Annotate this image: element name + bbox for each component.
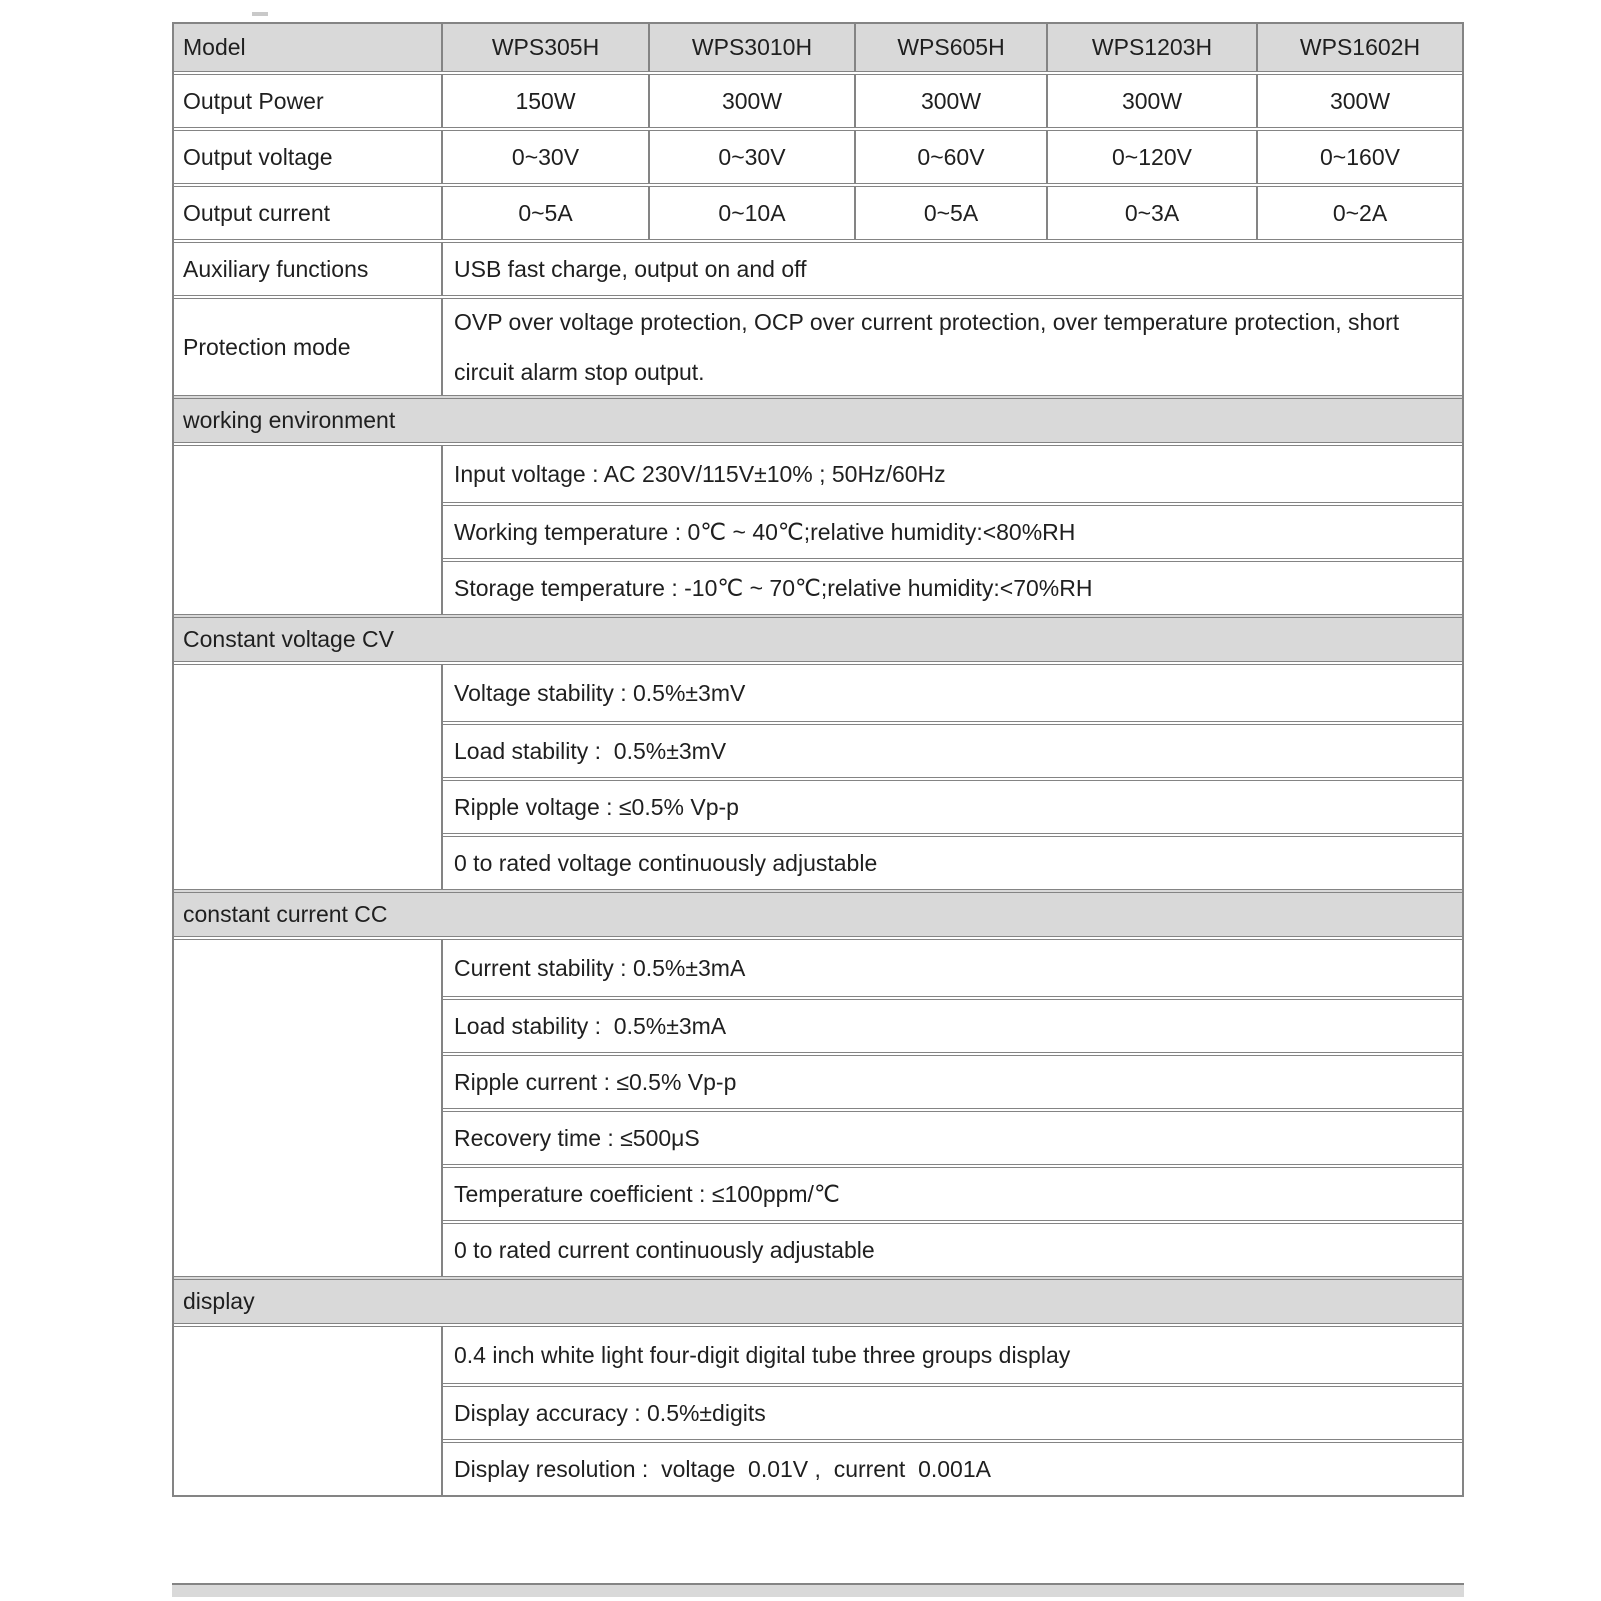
row-value [441,243,1462,295]
model-header-row [174,24,1462,71]
sub-rows [441,446,1462,614]
sub-row [443,1108,1462,1164]
sub-row [443,446,1462,502]
spec-value: 300W [1256,75,1462,127]
protection-mode-text: OVP over voltage protection, OCP over current protection, over temperature protection, short circuit alarm stop output. [454,309,1406,385]
sub-row [443,940,1462,996]
sub-rows [441,665,1462,889]
row-value [441,299,1462,395]
sub-row [443,833,1462,889]
sub-row-text: Working temperature : 0℃ ~ 40℃;relative humidity:<80%RH [454,518,1076,545]
model-name: WPS3010H [648,24,854,71]
spec-value: 300W [648,75,854,127]
sub-row-text: Load stability : 0.5%±3mA [454,1012,727,1039]
cutoff-next-section-row [172,1583,1464,1597]
spec-value: 0~5A [854,187,1046,239]
auxiliary-functions-row [174,239,1462,295]
sub-row [443,1383,1462,1439]
sub-row [443,502,1462,558]
spec-value: 0~2A [1256,187,1462,239]
output-voltage-row [174,127,1462,183]
spec-value: 0~10A [648,187,854,239]
protection-mode-row [174,295,1462,395]
auxiliary-functions-text: USB fast charge, output on and off [454,255,807,282]
row-label: Protection mode [183,333,351,360]
sub-rows [441,1327,1462,1495]
spec-value: 0~120V [1046,131,1256,183]
sub-row [443,1327,1462,1383]
section-header-constant-current [174,889,1462,936]
sub-row [443,721,1462,777]
sub-row-text: Ripple voltage : ≤0.5% Vp-p [454,793,739,820]
section-body-constant-current [174,936,1462,1276]
section-title: working environment [183,407,396,433]
spec-value: 150W [441,75,648,127]
section-title: constant current CC [183,901,388,927]
section-body-working-environment [174,442,1462,614]
sub-row-text: Display accuracy : 0.5%±digits [454,1399,766,1426]
sub-row-text: Recovery time : ≤500μS [454,1124,700,1151]
sub-row [443,777,1462,833]
output-current-row [174,183,1462,239]
sub-row-text: Display resolution : voltage 0.01V , current 0.001A [454,1455,991,1482]
row-label: Output current [183,199,331,226]
sub-row-text: Storage temperature : -10℃ ~ 70℃;relative humidity:<70%RH [454,574,1093,601]
empty-label-cell [174,446,441,614]
section-title: display [183,1288,255,1314]
sub-row-text: Temperature coefficient : ≤100ppm/℃ [454,1180,840,1207]
spec-value: 0~30V [441,131,648,183]
sub-row [443,1164,1462,1220]
model-name: WPS305H [441,24,648,71]
sub-row [443,996,1462,1052]
spec-value: 0~60V [854,131,1046,183]
model-name: WPS1602H [1256,24,1462,71]
spec-value: 300W [854,75,1046,127]
sub-row-text: Load stability : 0.5%±3mV [454,737,727,764]
spec-value: 300W [1046,75,1256,127]
row-label: Output voltage [183,143,333,170]
row-label: Auxiliary functions [183,255,369,282]
section-body-display [174,1323,1462,1495]
sub-row-text: 0 to rated voltage continuously adjustable [454,849,878,876]
sub-row-text: 0.4 inch white light four-digit digital tube three groups display [454,1341,1071,1368]
sub-row [443,558,1462,614]
spec-value: 0~5A [441,187,648,239]
sub-row-text: Current stability : 0.5%±3mA [454,954,746,981]
section-header-working-environment [174,395,1462,442]
sub-row-text: Voltage stability : 0.5%±3mV [454,679,746,706]
section-header-display [174,1276,1462,1323]
empty-label-cell [174,940,441,1276]
model-name: WPS605H [854,24,1046,71]
empty-label-cell [174,1327,441,1495]
model-header-label: Model [183,34,246,60]
sub-row [443,1439,1462,1495]
row-label: Output Power [183,87,324,114]
section-body-constant-voltage [174,661,1462,889]
scan-artifact-dash [252,12,268,16]
specification-table [172,22,1464,1497]
sub-row-text: 0 to rated current continuously adjustable [454,1236,875,1263]
sub-row [443,1220,1462,1276]
sub-row-text: Ripple current : ≤0.5% Vp-p [454,1068,737,1095]
section-header-constant-voltage [174,614,1462,661]
spec-value: 0~160V [1256,131,1462,183]
sub-row-text: Input voltage : AC 230V/115V±10% ; 50Hz/60Hz [454,460,946,487]
sub-row [443,665,1462,721]
empty-label-cell [174,665,441,889]
sub-rows [441,940,1462,1276]
model-name: WPS1203H [1046,24,1256,71]
output-power-row [174,71,1462,127]
sub-row [443,1052,1462,1108]
spec-value: 0~30V [648,131,854,183]
section-title: Constant voltage CV [183,626,394,652]
spec-value: 0~3A [1046,187,1256,239]
